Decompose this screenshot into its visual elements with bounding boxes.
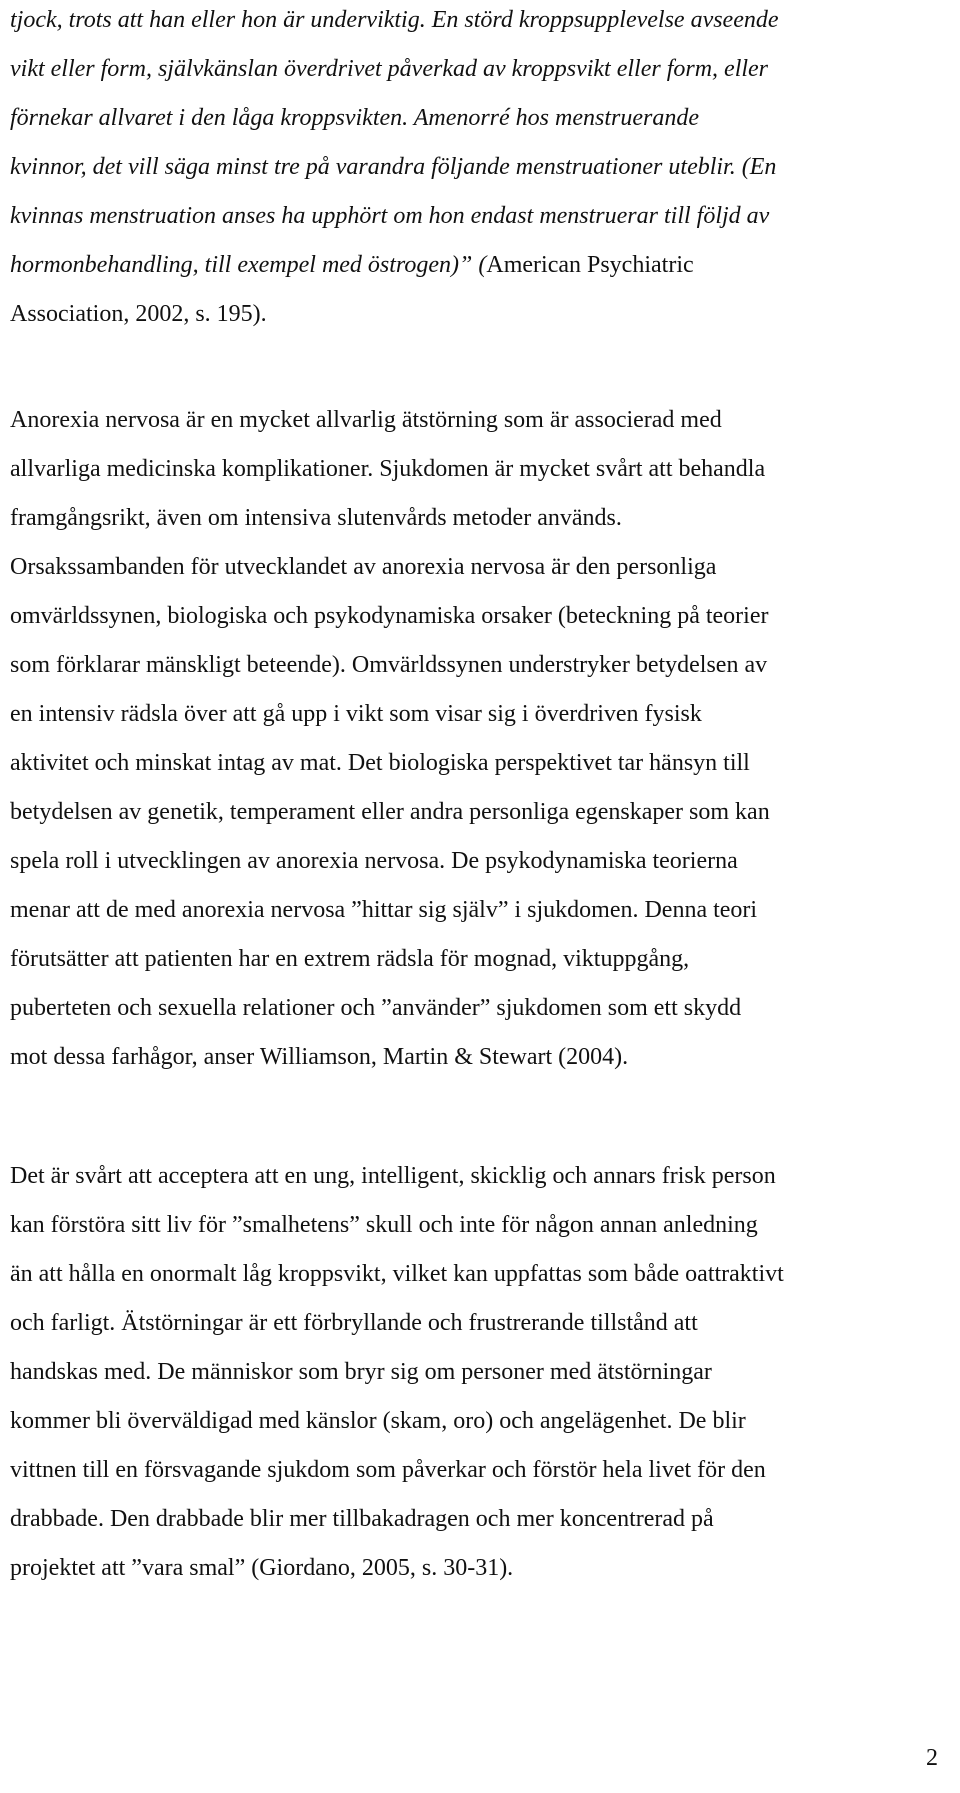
text-line	[10, 445, 770, 494]
text-line	[10, 1544, 784, 1593]
text-line	[10, 592, 770, 641]
text-run: drabbade. Den drabbade blir mer tillbakadragen och mer koncentrerad på	[10, 1506, 714, 1532]
text-line	[10, 143, 779, 192]
text-line	[10, 788, 770, 837]
text-run: vittnen till en försvagande sjukdom som påverkar och förstör hela livet för den	[10, 1457, 766, 1483]
text-line	[10, 739, 770, 788]
text-line	[10, 984, 770, 1033]
text-line	[10, 1397, 784, 1446]
text-line	[10, 1152, 784, 1201]
text-run: Association, 2002, s. 195).	[10, 301, 267, 327]
text-run: framgångsrikt, även om intensiva slutenvårds metoder används.	[10, 505, 622, 531]
text-run: och farligt. Ätstörningar är ett förbryllande och frustrerande tillstånd att	[10, 1310, 698, 1336]
text-run: American Psychiatric	[486, 252, 694, 278]
text-line	[10, 0, 779, 45]
text-line	[10, 1299, 784, 1348]
text-line	[10, 192, 779, 241]
text-run: betydelsen av genetik, temperament eller andra personliga egenskaper som kan	[10, 799, 770, 825]
text-run: en intensiv rädsla över att gå upp i vikt som visar sig i överdriven fysisk	[10, 701, 702, 727]
text-run: mot dessa farhågor, anser Williamson, Martin & Stewart (2004).	[10, 1044, 629, 1070]
italic-text-run: kvinnor, det vill säga minst tre på varandra följande menstruationer uteblir. (En	[10, 154, 777, 180]
text-run: än att hålla en onormalt låg kroppsvikt, vilket kan uppfattas som både oattraktivt	[10, 1261, 784, 1287]
paragraph-anorexia-causes	[10, 396, 770, 1082]
text-run: kan förstöra sitt liv för ”smalhetens” skull och inte för någon annan anledning	[10, 1212, 758, 1238]
text-line	[10, 494, 770, 543]
text-line	[10, 1250, 784, 1299]
text-line	[10, 94, 779, 143]
text-run: kommer bli överväldigad med känslor (skam, oro) och angelägenhet. De blir	[10, 1408, 746, 1434]
text-run: projektet att ”vara smal” (Giordano, 2005, s. 30-31).	[10, 1555, 514, 1581]
text-line	[10, 1348, 784, 1397]
text-line	[10, 935, 770, 984]
text-line	[10, 1495, 784, 1544]
text-run: Orsakssambanden för utvecklandet av anorexia nervosa är den personliga	[10, 554, 717, 580]
text-line	[10, 886, 770, 935]
text-line	[10, 241, 779, 290]
text-line	[10, 290, 779, 339]
text-run: Anorexia nervosa är en mycket allvarlig ätstörning som är associerad med	[10, 407, 722, 433]
text-run: omvärldssynen, biologiska och psykodynamiska orsaker (beteckning på teorier	[10, 603, 769, 629]
text-run: förutsätter att patienten har en extrem rädsla för mognad, viktuppgång,	[10, 946, 690, 972]
text-line	[10, 1446, 784, 1495]
text-run: som förklarar mänskligt beteende). Omvärldssynen understryker betydelsen av	[10, 652, 768, 678]
italic-text-run: hormonbehandling, till exempel med östrogen)” (	[10, 252, 487, 278]
italic-text-run: tjock, trots att han eller hon är underviktig. En störd kroppsupplevelse avseende	[10, 7, 779, 33]
text-run: puberteten och sexuella relationer och ”använder” sjukdomen som ett skydd	[10, 995, 742, 1021]
text-run: aktivitet och minskat intag av mat. Det biologiska perspektivet tar hänsyn till	[10, 750, 750, 776]
italic-text-run: kvinnas menstruation anses ha upphört om hon endast menstruerar till följd av	[10, 203, 770, 229]
page-number: 2	[926, 1745, 938, 1771]
italic-text-run: vikt eller form, självkänslan överdrivet påverkad av kroppsvikt eller form, eller	[10, 56, 769, 82]
text-line	[10, 641, 770, 690]
paragraph-acceptance	[10, 1152, 784, 1593]
text-line	[10, 1201, 784, 1250]
text-run: spela roll i utvecklingen av anorexia nervosa. De psykodynamiska teorierna	[10, 848, 738, 874]
paragraph-dsm-criteria	[10, 0, 779, 339]
text-line	[10, 45, 779, 94]
text-run: allvarliga medicinska komplikationer. Sjukdomen är mycket svårt att behandla	[10, 456, 766, 482]
text-line	[10, 837, 770, 886]
text-line	[10, 1033, 770, 1082]
text-line	[10, 543, 770, 592]
italic-text-run: förnekar allvaret i den låga kroppsvikten. Amenorré hos menstruerande	[10, 105, 699, 131]
text-line	[10, 690, 770, 739]
text-line	[10, 396, 770, 445]
text-run: Det är svårt att acceptera att en ung, intelligent, skicklig och annars frisk person	[10, 1163, 776, 1189]
text-run: handskas med. De människor som bryr sig om personer med ätstörningar	[10, 1359, 712, 1385]
text-run: menar att de med anorexia nervosa ”hittar sig själv” i sjukdomen. Denna teori	[10, 897, 758, 923]
